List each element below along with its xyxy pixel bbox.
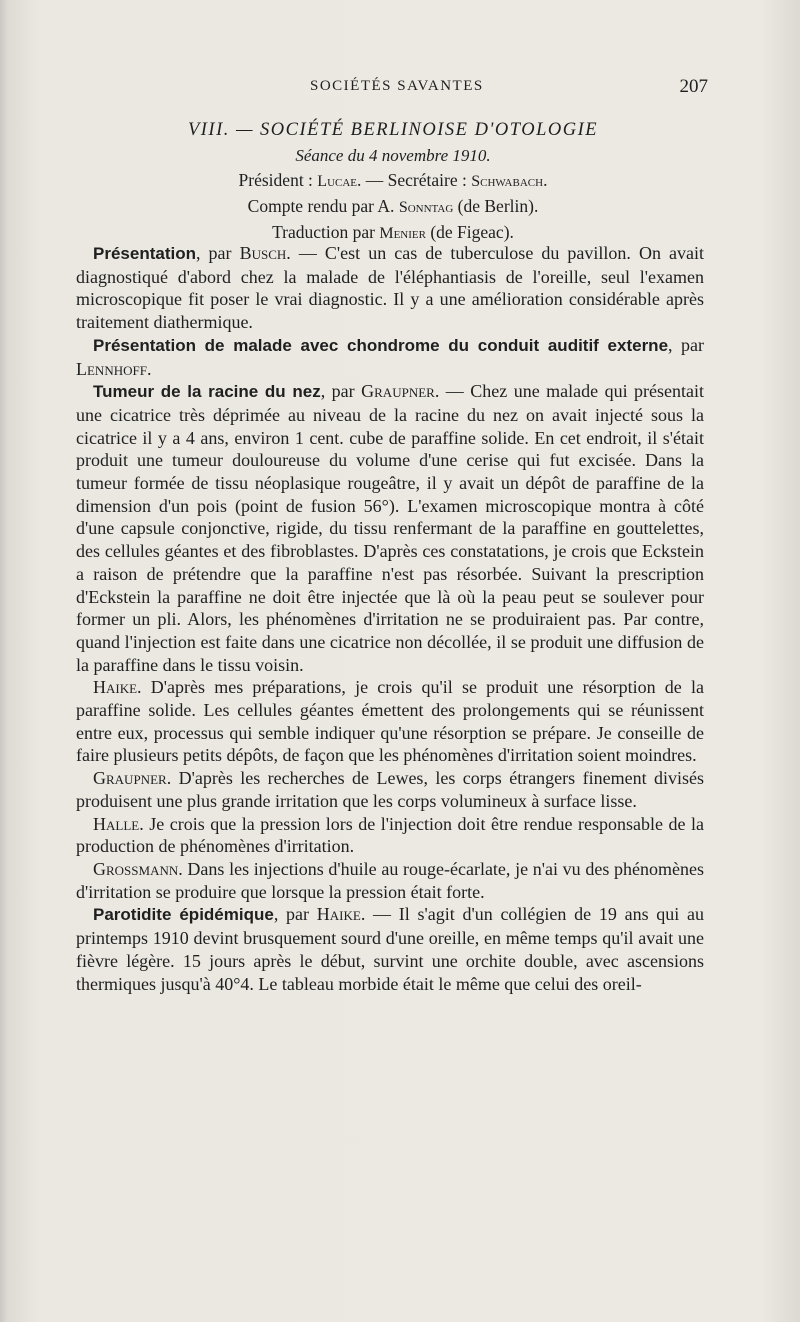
president-name: Lucae [317, 173, 358, 190]
paragraph-text: . Je crois que la pression lors de l'injection doit être rendue responsable de la production de phénomènes d'irritation. [76, 813, 704, 857]
translator-name: Menier [379, 225, 426, 242]
paragraph-lead: Parotidite épidémique [93, 905, 274, 925]
paragraph-text: . Dans les injections d'huile au rouge-écarlate, je n'ai vu des phénomènes d'irritation se produire que lorsque la pression était forte. [76, 858, 704, 902]
author-name: Graupner [93, 768, 167, 789]
paragraph-lead: Tumeur de la racine du nez [93, 382, 321, 402]
paragraph-lead: Présentation [93, 244, 196, 263]
author-name: Haike [93, 677, 138, 698]
report-line [78, 194, 708, 220]
paragraph-lead: Présentation de malade avec chondrome du conduit auditif externe [93, 335, 669, 355]
paragraph-text: . — Il s'agit d'un collégien de 19 ans qui au printemps 1910 devint brusquement sourd d'une oreille, en même temps qu'il avait une fièvre légère. 15 jours après le début, survint une orchite double, avec ascensions thermiques jusqu'à 40°4. Le tableau morbide était le même que celui des oreil- [76, 904, 705, 994]
author-name: Haike [316, 904, 361, 925]
paragraph-chondrome [76, 334, 704, 380]
report-prefix: Compte rendu par A. [247, 196, 399, 216]
secretary-prefix: . — Secrétaire : [357, 170, 472, 190]
by-text: , par [320, 381, 362, 402]
by-text: , par [195, 243, 240, 263]
secretary-suffix: . [543, 170, 548, 190]
translation-suffix: (de Figeac). [425, 222, 514, 242]
section-heading [78, 118, 708, 246]
paragraph-text: . — Chez une malade qui présentait une cicatrice très déprimée au niveau de la racine du nez on avait injecté sous la cicatrice il y a 4 ans, environ 1 cent. cube de paraffine solide. En cet endroit, il s'était produit une tumeur douloureuse du volume d'une cerise qui fut excisée. Dans la tumeur formée de tissu néoplasique rougeâtre, il y avait un dépôt de paraffine de la dimension d'un pois (point de fusion 56°). L'examen microscopique montra à côté d'une capsule conjonctive, rigide, du tissu renfermant de la paraffine en gouttelettes, des cellules géantes et des fibroblastes. D'après ces constatations, je crois que Eckstein a raison de prétendre que la paraffine n'est pas résorbée. Suivant la prescription d'Eckstein la paraffine ne doit être injectée que là où la peau peut se soulever pour former un pli. Alors, les phénomènes d'irritation ne se produiraient pas. Par contre, quand l'injection est faite dans une cicatrice non décollée, il se produit une diffusion de la paraffine dans le tissu voisin. [76, 381, 705, 675]
paragraph-graupner-reply [76, 767, 704, 812]
paragraph-haike-reply [76, 676, 704, 767]
translation-prefix: Traduction par [272, 222, 380, 242]
session-date: Séance du 4 novembre 1910. [295, 146, 491, 165]
paragraph-presentation-busch [76, 242, 704, 334]
paragraph-halle-reply [76, 813, 704, 858]
author-name: Halle [93, 813, 140, 834]
page-number: 207 [679, 76, 708, 97]
paragraph-grossmann-reply [76, 858, 704, 903]
report-author: Sonntag [398, 199, 454, 216]
author-name: Busch [239, 243, 287, 263]
section-title: VIII. — SOCIÉTÉ BERLINOISE D'OTOLOGIE [187, 120, 599, 140]
by-text: , par [273, 904, 317, 925]
author-name: Lennhoff [76, 358, 147, 379]
running-title: SOCIÉTÉS SAVANTES [310, 78, 484, 94]
paragraph-tumeur [76, 380, 704, 676]
report-suffix: (de Berlin). [453, 196, 539, 216]
author-name: Graupner [361, 381, 435, 402]
by-text: , par [668, 334, 704, 355]
paragraph-text: . D'après les recherches de Lewes, les corps étrangers finement divisés produisent une plus grande irritation que les corps volumineux à surface lisse. [76, 768, 704, 811]
article-body [76, 242, 704, 995]
author-name: Grossmann [93, 858, 179, 879]
running-header [78, 76, 708, 100]
paragraph-parotidite [76, 903, 704, 995]
paragraph-text: . D'après mes préparations, je crois qu'il se produit une résorption de la paraffine solide. Les cellules géantes émettent des prolongements qui se réunissent entre eux, processus qui semble indiquer qu'une résorption se prépare. Je conseille de faire plusieurs petits dépôts, de façon que les phénomènes d'irritation soient moindres. [76, 677, 704, 766]
secretary-name: Schwabach [471, 173, 544, 190]
paragraph-text: . — C'est un cas de tuberculose du pavillon. On avait diagnostiqué d'abord chez la malade de l'éléphantiasis de l'oreille, seul l'examen microscopique fit poser le vrai diagnostic. Il y a une amélioration considérable après traitement diathermique. [76, 243, 704, 333]
officers-line [78, 168, 708, 194]
paragraph-text: . [146, 358, 152, 379]
president-prefix: Président : [238, 170, 318, 190]
